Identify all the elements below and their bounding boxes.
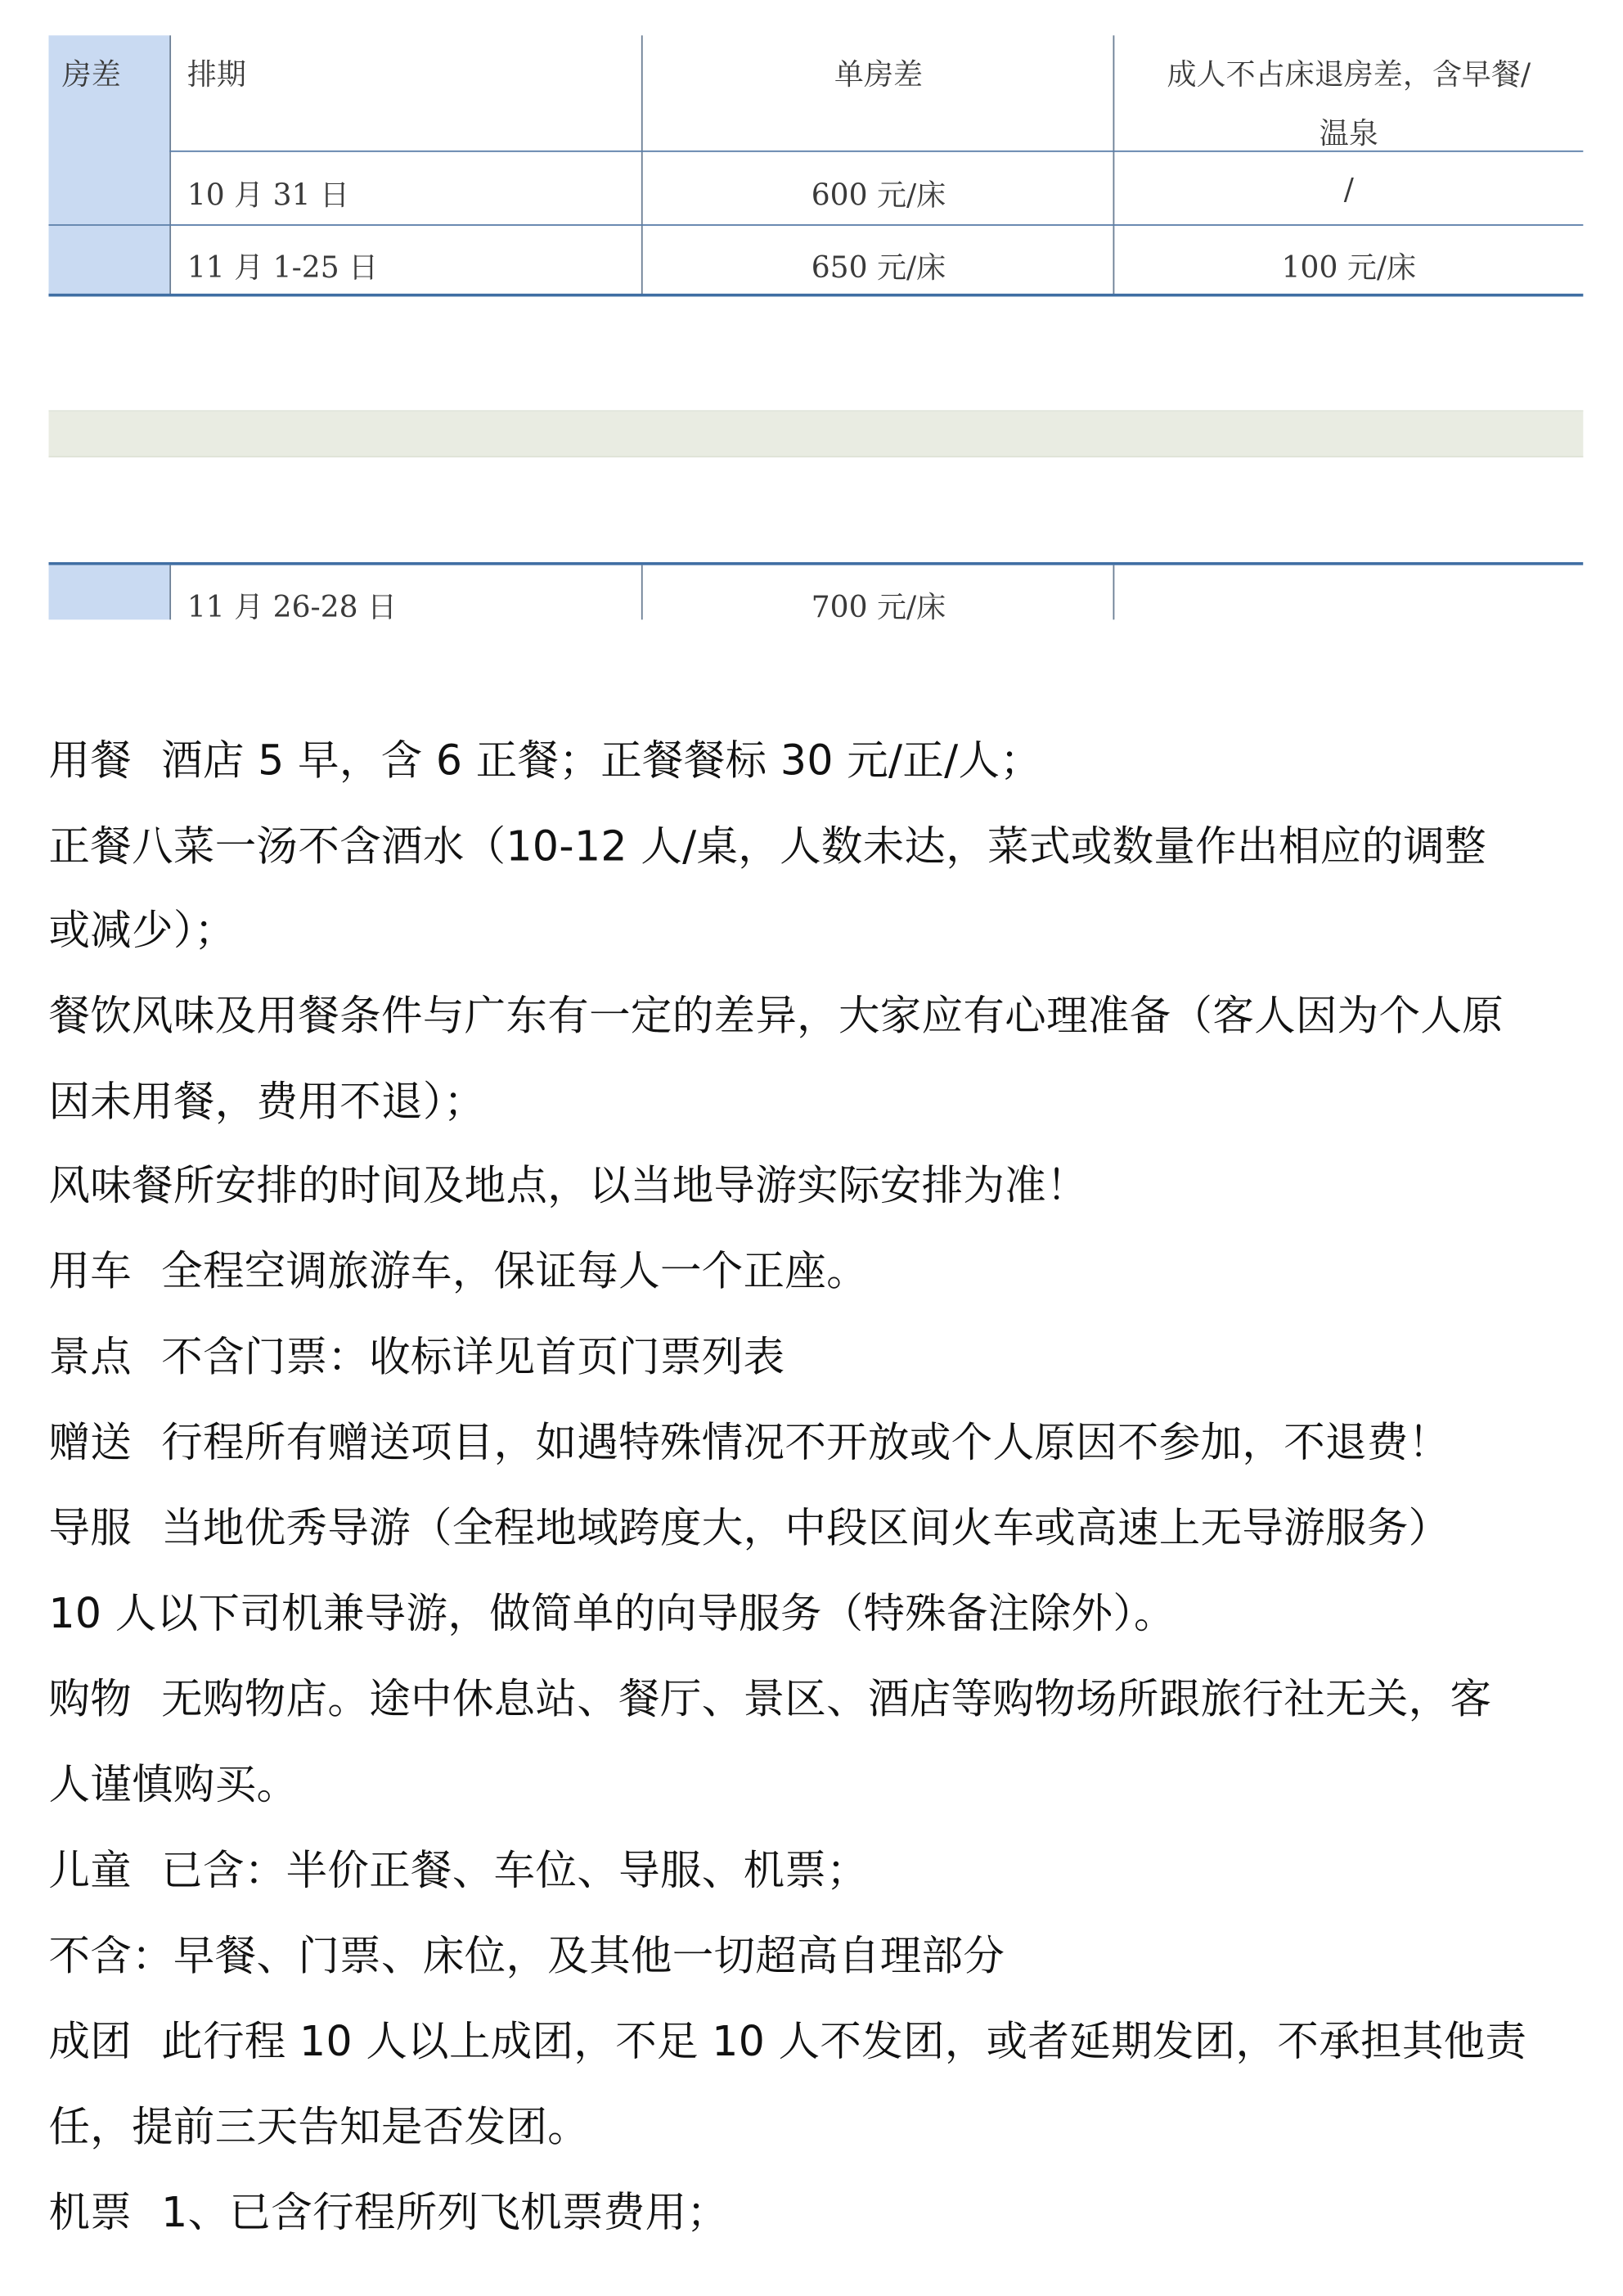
- page-break-band: [48, 410, 1583, 457]
- meal-label: 用餐: [48, 736, 133, 786]
- shop-line-2: 人谨慎购买。: [48, 1760, 299, 1809]
- shop-label: 购物: [48, 1674, 133, 1724]
- table-row-single: 700 元/床: [811, 588, 946, 620]
- group-line-2: 任，提前三天告知是否发团。: [48, 2102, 590, 2152]
- shop-line: [48, 1675, 1491, 1725]
- car-label: 用车: [48, 1246, 133, 1296]
- car-text: 全程空调旅游车，保证每人一个正座。: [161, 1246, 869, 1296]
- gift-text: 行程所有赠送项目，如遇特殊情况不开放或个人原因不参加，不退费！: [161, 1417, 1450, 1467]
- column-divider: [169, 565, 171, 620]
- spot-line: [48, 1332, 785, 1382]
- group-line: [48, 2017, 1526, 2067]
- table-top-border: [48, 562, 1583, 565]
- child-text: 已含：半价正餐、车位、导服、机票；: [161, 1845, 869, 1895]
- group-text: 此行程 10 人以上成团，不足 10 人不发团，或者延期发团，不承担其他责: [161, 2017, 1527, 2066]
- guide-label: 导服: [48, 1503, 133, 1553]
- room-price-table-continued: [48, 562, 1583, 619]
- group-label: 成团: [48, 2017, 133, 2066]
- guide-line-2: 10 人以下司机兼导游，做简单的向导服务（特殊备注除外）。: [48, 1589, 1176, 1638]
- column-divider: [169, 35, 171, 295]
- child-line-2: 不含：早餐、门票、床位，及其他一切超高自理部分: [48, 1931, 1005, 1981]
- child-label: 儿童: [48, 1845, 133, 1895]
- header-single-supplement: 单房差: [834, 56, 924, 92]
- spot-label: 景点: [48, 1332, 133, 1381]
- guide-text: 当地优秀导游（全程地域跨度大，中段区间火车或高速上无导游服务）: [161, 1503, 1450, 1553]
- meal-line-5: 因未用餐，费用不退）；: [48, 1077, 486, 1126]
- child-line: [48, 1846, 868, 1896]
- table-row-single: 600 元/床: [811, 177, 946, 213]
- spot-text: 不含门票：收标详见首页门票列表: [161, 1332, 785, 1381]
- meal-line-3: 或减少）；: [48, 906, 236, 955]
- table-row-refund: /: [1343, 171, 1354, 207]
- header-period: 排期: [187, 56, 246, 92]
- meal-line-4: 餐饮风味及用餐条件与广东有一定的差异，大家应有心理准备（客人因为个人原: [48, 991, 1504, 1041]
- meal-line-6: 风味餐所安排的时间及地点，以当地导游实际安排为准！: [48, 1161, 1088, 1210]
- row-divider: [48, 224, 1583, 226]
- table-row-period: 10 月 31 日: [187, 177, 350, 213]
- ticket-line: [48, 2188, 728, 2238]
- table-row-period: 11 月 1-25 日: [187, 249, 379, 286]
- header-refund-cont: 温泉: [1319, 115, 1378, 151]
- gift-line: [48, 1418, 1450, 1468]
- car-line: [48, 1247, 868, 1297]
- header-refund: 成人不占床退房差，含早餐/: [1167, 56, 1531, 92]
- gift-label: 赠送: [48, 1417, 133, 1467]
- corner-cell-row3: [48, 226, 169, 295]
- table-row-period: 11 月 26-28 日: [187, 588, 398, 620]
- corner-label: 房差: [61, 56, 121, 92]
- table-bottom-border: [48, 294, 1583, 297]
- ticket-text: 1、已含行程所列飞机票费用；: [161, 2188, 729, 2237]
- room-price-table: [48, 0, 1583, 298]
- guide-line: [48, 1504, 1450, 1554]
- meal-line: [48, 736, 1041, 786]
- ticket-label: 机票: [48, 2188, 133, 2237]
- meal-text: 酒店 5 早，含 6 正餐；正餐餐标 30 元/正/人；: [161, 736, 1042, 786]
- table-row-single: 650 元/床: [811, 249, 946, 286]
- corner-cell-row4: [48, 565, 169, 620]
- shop-text: 无购物店。途中休息站、餐厅、景区、酒店等购物场所跟旅行社无关，客: [161, 1674, 1492, 1724]
- table-row-refund: 100 元/床: [1281, 249, 1417, 286]
- meal-line-2: 正餐八菜一汤不含酒水（10-12 人/桌，人数未达，菜式或数量作出相应的调整: [48, 822, 1486, 871]
